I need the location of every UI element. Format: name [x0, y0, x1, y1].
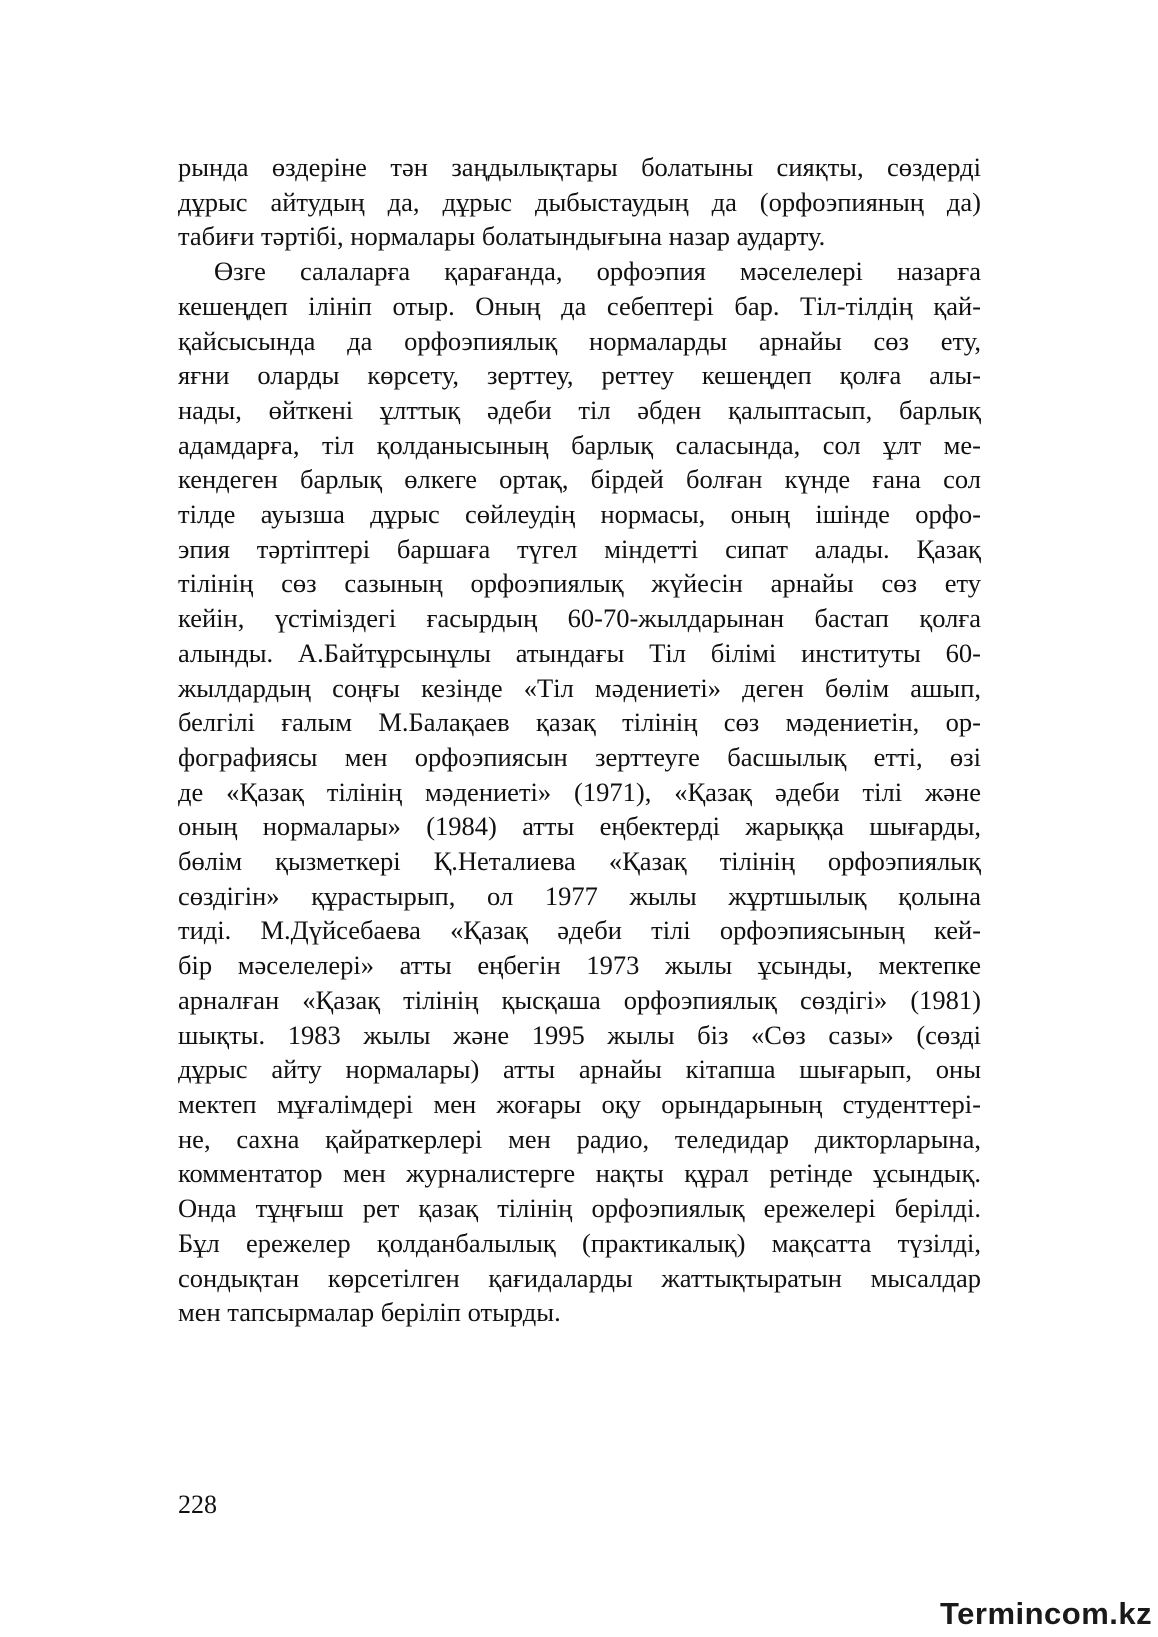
paragraph-1 [178, 150, 981, 254]
text-line: алынды. А.Байтұрсынұлы атындағы Тіл білімі институты 60- [178, 637, 981, 668]
text-line: кендеген барлық өлкеге ортақ, бірдей болған күнде ғана сол [178, 464, 981, 495]
text-line: шықты. 1983 жылы және 1995 жылы біз «Сөз сазы» (сөзді [178, 1019, 981, 1050]
text-line: не, сахна қайраткерлері мен радио, теледидар дикторларына, [178, 1123, 981, 1154]
text-line: тілінің сөз сазының орфоэпиялық жүйесін арнайы сөз ету [178, 568, 981, 599]
text-line: Бұл ережелер қолданбалылық (практикалық) мақсатта түзілді, [178, 1227, 981, 1258]
paragraph-2 [178, 254, 981, 1330]
text-line: Өзге салаларға қарағанда, орфоэпия мәселелері назарға [214, 256, 981, 287]
text-line: дұрыс айтудың да, дұрыс дыбыстаудың да (орфоэпияның да) [178, 186, 981, 217]
text-line: комментатор мен журналистерге нақты құрал ретінде ұсындық. [178, 1158, 981, 1189]
text-line: фографиясы мен орфоэпиясын зерттеуге басшылық етті, өзі [178, 741, 981, 772]
text-line: бөлім қызметкері Қ.Неталиева «Қазақ тілінің орфоэпиялық [178, 846, 981, 877]
text-line: адамдарға, тіл қолданысының барлық саласында, сол ұлт ме- [178, 429, 981, 460]
text-line: сондықтан көрсетілген қағидаларды жаттықтыратын мысалдар [178, 1262, 981, 1293]
text-line: кейін, үстіміздегі ғасырдың 60-70-жылдарынан бастап қолға [178, 603, 981, 634]
text-line: Онда тұңғыш рет қазақ тілінің орфоэпиялық ережелері берілді. [178, 1193, 981, 1224]
text-line: мен тапсырмалар беріліп отырды. [178, 1297, 561, 1328]
text-line: тиді. М.Дүйсебаева «Қазақ әдеби тілі орфоэпиясының кей- [178, 915, 981, 946]
site-watermark [940, 1592, 1152, 1632]
text-line: тілде ауызша дұрыс сөйлеудің нормасы, оның ішінде орфо- [178, 499, 981, 530]
text-line: яғни оларды көрсету, зерттеу, реттеу кешеңдеп қолға алы- [178, 360, 981, 391]
text-line: кешеңдеп ілініп отыр. Оның да себептері бар. Тіл-тілдің қай- [178, 290, 981, 321]
text-line: арналған «Қазақ тілінің қысқаша орфоэпиялық сөздігі» (1981) [178, 984, 981, 1015]
text-line: рында өздеріне тән заңдылықтары болатыны сияқты, сөздерді [178, 152, 981, 182]
body-text [178, 150, 981, 1330]
text-line: нады, өйткені ұлттық әдеби тіл әбден қалыптасып, барлық [178, 394, 981, 425]
text-line: мектеп мұғалімдері мен жоғары оқу орындарының студенттері- [178, 1088, 981, 1119]
text-line: белгілі ғалым М.Балақаев қазақ тілінің сөз мәдениетін, ор- [178, 707, 981, 738]
text-line: де «Қазақ тілінің мәдениеті» (1971), «Қазақ әдеби тілі және [178, 776, 981, 807]
text-line: эпия тәртіптері баршаға түгел міндетті сипат алады. Қазақ [178, 533, 981, 564]
watermark-text: Termincom.kz [940, 1596, 1153, 1631]
text-line: сөздігін» құрастырып, ол 1977 жылы жұртшылық қолына [178, 880, 981, 911]
page-number: 228 [178, 1490, 217, 1519]
text-line: оның нормалары» (1984) атты еңбектерді жарыққа шығарды, [178, 811, 981, 842]
text-line: бір мәселелері» атты еңбегін 1973 жылы ұсынды, мектепке [178, 950, 981, 981]
text-line: дұрыс айту нормалары) атты арнайы кітапша шығарып, оны [178, 1054, 981, 1085]
text-line: жылдардың соңғы кезінде «Тіл мәдениеті» деген бөлім ашып, [178, 672, 981, 703]
text-line: қайсысында да орфоэпиялық нормаларды арнайы сөз ету, [178, 325, 981, 356]
text-line: табиғи тәртібі, нормалары болатындығына назар аударту. [178, 221, 826, 252]
